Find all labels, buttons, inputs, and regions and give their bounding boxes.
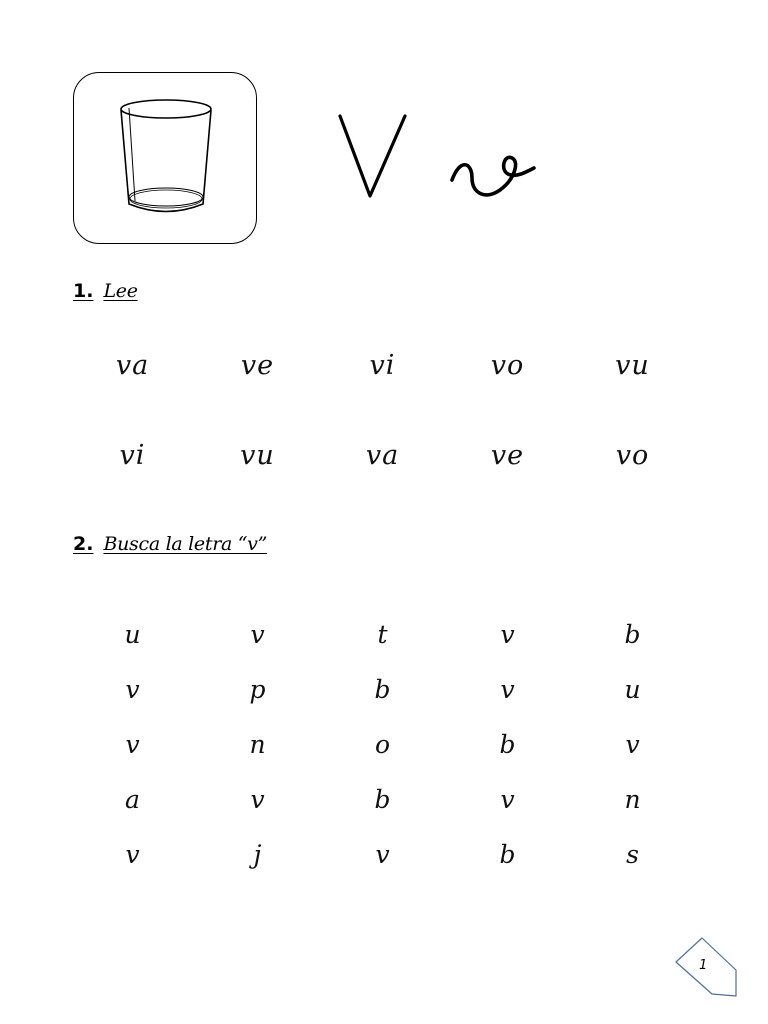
section-1-title: Lee (103, 280, 138, 302)
section-2-heading (73, 533, 267, 555)
letter[interactable]: v (125, 675, 140, 704)
section-1-heading (73, 280, 138, 302)
syllable: vo (490, 350, 525, 381)
page-number-tag (672, 936, 740, 1004)
letter[interactable]: v (250, 785, 265, 814)
syllable: va (115, 350, 150, 381)
syllable: vu (615, 350, 650, 381)
cursive-letter-v (448, 150, 540, 206)
letter[interactable]: o (374, 730, 391, 759)
syllable-grid (70, 346, 695, 526)
syllable: vu (240, 440, 275, 471)
letter[interactable]: v (125, 840, 140, 869)
letter[interactable]: v (375, 840, 390, 869)
letter[interactable]: v (250, 620, 265, 649)
letter-search-grid (70, 616, 695, 891)
letter[interactable]: t (377, 620, 388, 649)
letter[interactable]: b (499, 840, 516, 869)
letter-row (70, 781, 695, 836)
syllable: vo (615, 440, 650, 471)
letter[interactable]: a (125, 785, 140, 814)
letter[interactable]: b (624, 620, 641, 649)
letter[interactable]: v (625, 730, 640, 759)
section-2-number: 2. (73, 533, 94, 555)
letter-row (70, 726, 695, 781)
letter[interactable]: u (124, 620, 141, 649)
letter[interactable]: v (500, 785, 515, 814)
letter[interactable]: b (374, 675, 391, 704)
syllable: va (365, 440, 400, 471)
letter[interactable]: v (500, 675, 515, 704)
letter[interactable]: u (624, 675, 641, 704)
letter[interactable]: n (624, 785, 641, 814)
picture-frame (73, 72, 257, 244)
letter-row (70, 836, 695, 891)
letter[interactable]: s (626, 840, 639, 869)
glass-of-water-icon (74, 73, 258, 245)
letter[interactable]: n (249, 730, 266, 759)
letter[interactable]: p (249, 675, 266, 704)
letter-row (70, 671, 695, 726)
print-letter-v (332, 110, 412, 206)
letter[interactable]: v (500, 620, 515, 649)
syllable-row (70, 436, 695, 526)
letter-row (70, 616, 695, 671)
letter[interactable]: b (374, 785, 391, 814)
syllable: vi (369, 350, 396, 381)
letter[interactable]: v (125, 730, 140, 759)
section-1-number: 1. (73, 280, 94, 302)
syllable: ve (490, 440, 525, 471)
syllable-row (70, 346, 695, 436)
page-number: 1 (699, 958, 708, 973)
letter[interactable]: j (253, 840, 262, 869)
syllable: vi (119, 440, 146, 471)
letter[interactable]: b (499, 730, 516, 759)
section-2-title: Busca la letra “v” (103, 533, 268, 555)
syllable: ve (240, 350, 275, 381)
